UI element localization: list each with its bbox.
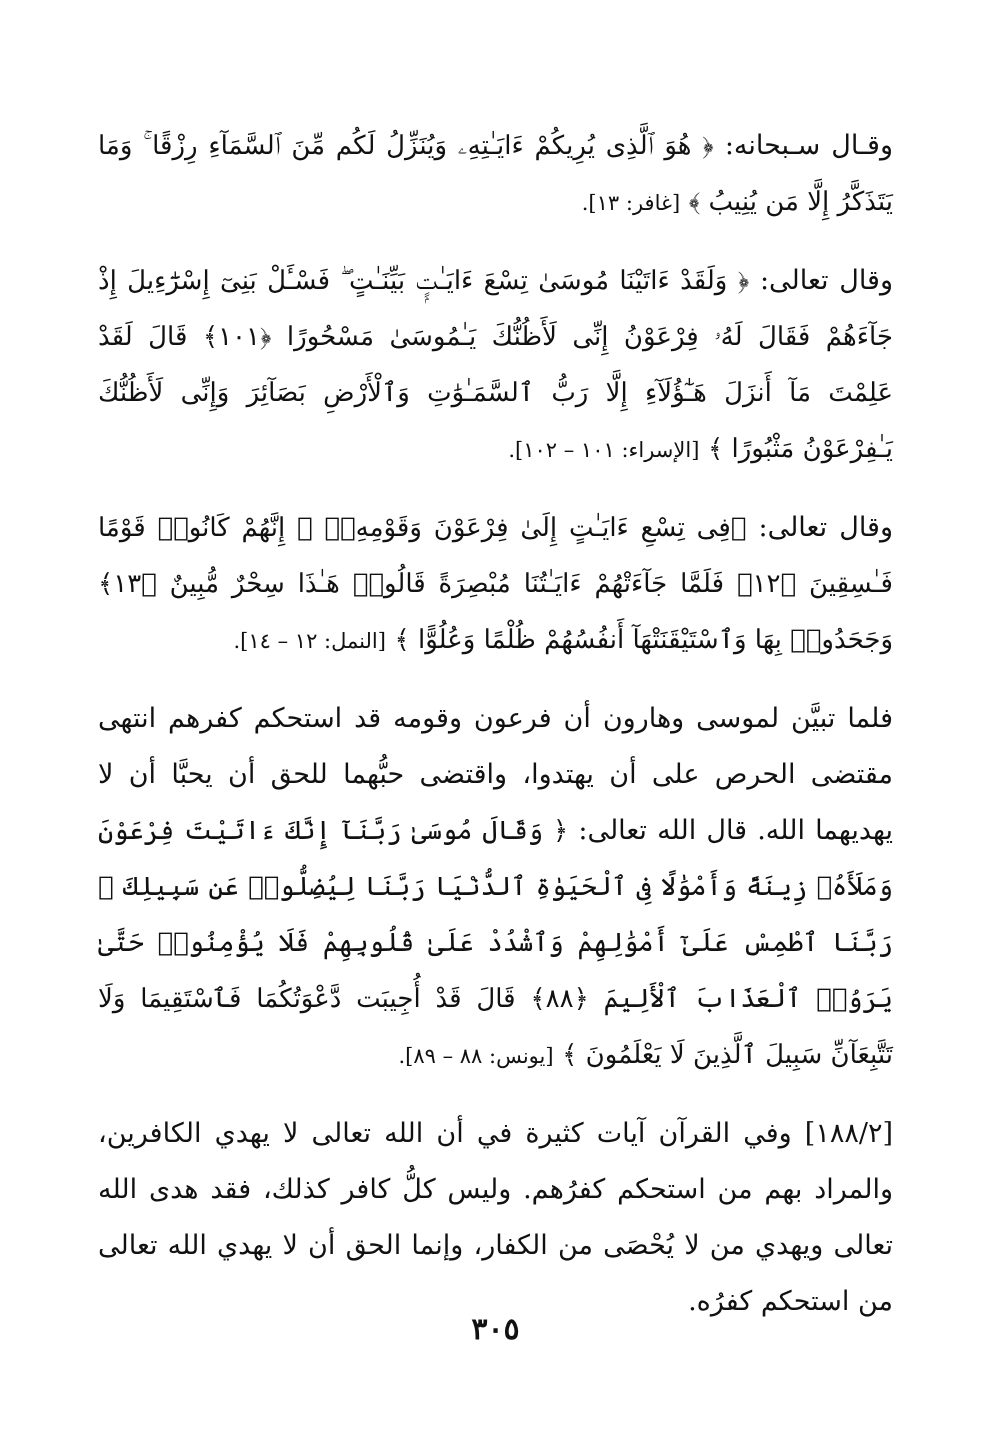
paragraph-intro: وقـال سـبحانه:: [724, 130, 893, 161]
quran-verse: ﴿ وَلَقَدْ ءَاتَيْنَا مُوسَىٰ تِسْعَ ءَايَـٰتٍۭ بَيِّنَـٰتٍ ۖ فَسْـَٔلْ بَنِىٓ إِسْرَٰٓءِيلَ إِذْ جَآءَهُمْ فَقَالَ لَهُۥ فِرْعَوْنُ إِنِّى لَأَظُنُّكَ يَـٰمُوسَىٰ مَسْحُورًا ﴿١٠١﴾ قَالَ لَقَدْ عَلِمْتَ مَآ أَنزَلَ هَـٰٓؤُلَآءِ إِلَّا رَبُّ ٱلسَّمَـٰوَٰتِ وَٱلْأَرْضِ بَصَآئِرَ وَإِنِّى لَأَظُنُّكَ يَـٰفِرْعَوْنُ مَثْبُورًا ﴾: [98, 266, 893, 464]
verse-citation: [غافر: ١٣].: [581, 191, 681, 215]
verse-citation: [يونس: ٨٨ – ٨٩].: [398, 1044, 554, 1068]
paragraph-text: [١٨٨/٢] وفي القرآن آيات كثيرة في أن الله تعالى لا يهدي الكافرين، والمراد بهم من استحكم كفرُهم. وليس كلُّ كافر كذلك، فقد هدى الله تعالى ويهدي من لا يُحْصَى من الكفار، وإنما الحق أن لا يهدي الله تعالى من استحكم كفرُه.: [98, 1118, 893, 1317]
quran-verse: ﴿ وَقَالَ مُوسَىٰ رَبَّنَآ إِنَّكَ ءَاتَيْتَ فِرْعَوْنَ وَمَلَأَهُۥ زِينَةً وَأَمْوَٰلًا فِى ٱلْحَيَوٰةِ ٱلدُّنْيَا رَبَّنَا لِيُضِلُّوا۟ عَن سَبِيلِكَ ۖ رَبَّنَا ٱطْمِسْ عَلَىٰٓ أَمْوَٰلِهِمْ وَٱشْدُدْ عَلَىٰ قُلُوبِهِمْ فَلَا يُؤْمِنُوا۟ حَتَّىٰ يَرَوُا۟ ٱلْعَذَابَ ٱلْأَلِيمَ ﴿٨٨﴾ قَالَ قَدْ أُجِيبَت دَّعْوَتُكُمَا فَٱسْتَقِيمَا وَلَا تَتَّبِعَآنِّ سَبِيلَ ٱلَّذِينَ لَا يَعْلَمُونَ ﴾: [98, 816, 894, 1070]
page-number: ٣٠٥: [471, 1312, 520, 1347]
paragraph-intro: وقال تعالى:: [759, 265, 893, 296]
verse-citation: [الإسراء: ١٠١ – ١٠٢].: [508, 438, 700, 462]
paragraph-intro: فلما تبيَّن لموسى وهارون أن فرعون وقومه قد استحكم كفرهم انتهى مقتضى الحرص على أن يهتدوا، واقتضى حبُّهما للحق أن يحبَّا أن لا يهديهما الله. قال الله تعالى:: [98, 703, 893, 846]
paragraph-naml: [98, 500, 893, 669]
paragraph-yunus: [98, 691, 893, 1084]
paragraph-ghafir: [98, 118, 893, 231]
paragraph-isra: [98, 253, 893, 478]
paragraph-conclusion: [98, 1106, 893, 1330]
quran-verse: ﴿ هُوَ ٱلَّذِى يُرِيكُمْ ءَايَـٰتِهِۦ وَيُنَزِّلُ لَكُم مِّنَ ٱلسَّمَآءِ رِزْقًا ۚ وَمَا يَتَذَكَّرُ إِلَّا مَن يُنِيبُ ﴾: [98, 131, 893, 217]
paragraph-intro: وقال تعالى:: [758, 512, 893, 543]
quran-verse: ﴿فِى تِسْعِ ءَايَـٰتٍ إِلَىٰ فِرْعَوْنَ وَقَوْمِهِۦٓ ۚ إِنَّهُمْ كَانُوا۟ قَوْمًا فَـٰسِقِينَ ﴿١٢﴾ فَلَمَّا جَآءَتْهُمْ ءَايَـٰتُنَا مُبْصِرَةً قَالُوا۟ هَـٰذَا سِحْرٌ مُّبِينٌ ﴿١٣﴾ وَجَحَدُوا۟ بِهَا وَٱسْتَيْقَنَتْهَآ أَنفُسُهُمْ ظُلْمًا وَعُلُوًّا ﴾: [98, 513, 893, 655]
verse-citation: [النمل: ١٢ – ١٤].: [233, 629, 386, 653]
